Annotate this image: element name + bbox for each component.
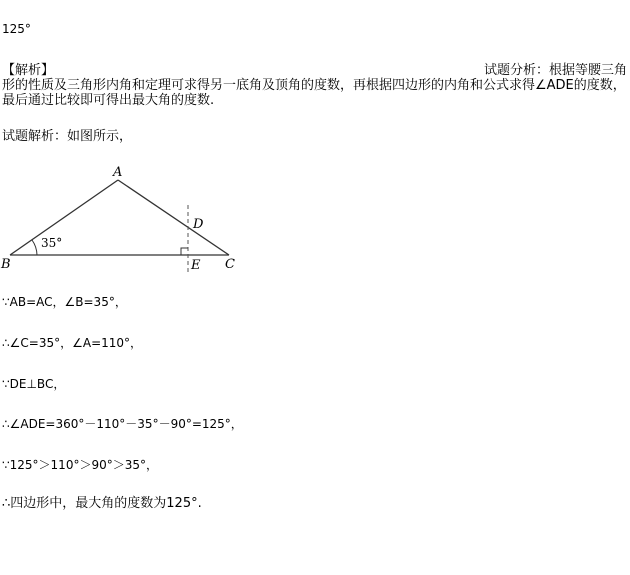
label-d: D — [193, 217, 204, 232]
label-b: B — [1, 257, 11, 272]
angle-b-arc — [32, 240, 37, 255]
solution-intro: 试题解析：如图所示， — [2, 129, 133, 144]
step-4-text: ∠ADE=360°－110°－35°－90°=125°， — [9, 417, 243, 431]
step-2-symbol: ∴ — [2, 336, 10, 350]
step-2-text: ∠C=35°，∠A=110°， — [9, 336, 143, 350]
triangle-diagram — [0, 162, 250, 277]
step-1-symbol: ∵ — [2, 295, 10, 309]
label-e: E — [191, 258, 201, 273]
step-6 — [2, 497, 202, 511]
label-a: A — [113, 165, 123, 180]
answer-text: 125° — [2, 22, 31, 36]
step-5 — [2, 458, 158, 472]
step-1-text: AB=AC，∠B=35°， — [9, 295, 127, 309]
triangle-figure — [0, 162, 250, 277]
step-3-text: DE⊥BC， — [9, 377, 66, 391]
analysis-body: 形的性质及三角形内角和定理可求得另一底角及顶角的度数，再根据四边形的内角和公式求得∠ADE的度数，最后通过比较即可得出最大角的度数. — [2, 78, 626, 108]
step-4-symbol: ∴ — [2, 417, 10, 431]
side-ac — [118, 180, 229, 255]
side-ab — [10, 180, 118, 255]
label-c: C — [225, 257, 235, 272]
step-6-symbol: ∴ — [2, 496, 11, 511]
step-6-text: 四边形中，最大角的度数为125°. — [10, 496, 202, 511]
analysis-title: 【解析】 — [2, 63, 55, 78]
step-4 — [2, 417, 243, 431]
analysis-intro-label: 试题分析： — [483, 63, 549, 78]
step-3 — [2, 377, 65, 391]
step-5-symbol: ∵ — [2, 458, 10, 472]
step-2 — [2, 336, 142, 350]
step-1 — [2, 295, 127, 309]
angle-b-label: 35° — [41, 236, 63, 250]
analysis-paragraph — [2, 63, 627, 108]
step-5-text: 125°＞110°＞90°＞35°， — [9, 458, 158, 472]
right-angle-mark — [181, 248, 188, 255]
analysis-intro-first: 根据等腰三角 — [548, 63, 627, 78]
step-3-symbol: ∵ — [2, 377, 10, 391]
